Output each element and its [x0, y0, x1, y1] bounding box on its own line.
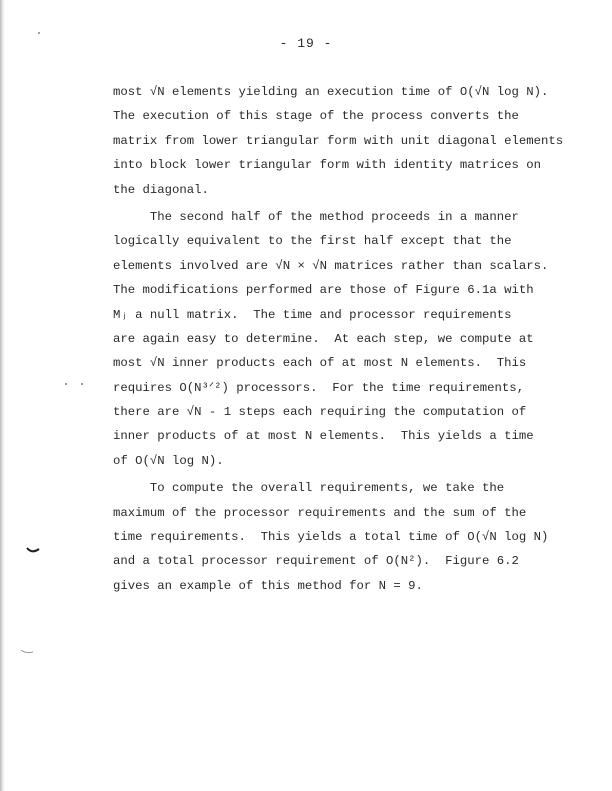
paragraph [113, 205, 573, 473]
page-number: - 19 - [279, 36, 333, 51]
text-line: time requirements. This yields a total time of O(√N log N) [113, 530, 549, 545]
text-line: gives an example of this method for N = 9. [113, 578, 423, 593]
text-line: maximum of the processor requirements and the sum of the [113, 505, 527, 520]
margin-mark [26, 546, 40, 556]
text-line: requires O(N³ᐟ²) processors. For the time requirements, [113, 380, 525, 395]
text-line: matrix from lower triangular form with unit diagonal elements [113, 133, 564, 148]
text-line: the diagonal. [113, 182, 209, 197]
text-line: To compute the overall requirements, we take the [113, 481, 505, 496]
text-line: most √N inner products each of at most N elements. This [113, 356, 527, 371]
margin-mark [20, 648, 34, 656]
text-line: into block lower triangular form with identity matrices on [113, 158, 542, 173]
paragraph [113, 80, 573, 202]
text-line: logically equivalent to the first half except that the [113, 234, 512, 249]
text-line: The modifications performed are those of Figure 6.1a with [113, 283, 534, 298]
text-line: The execution of this stage of the process converts the [113, 109, 519, 124]
text-line: are again easy to determine. At each step, we compute at [113, 331, 534, 346]
text-line: most √N elements yielding an execution time of O(√N log N). [113, 85, 549, 99]
text-line: Mⱼ a null matrix. The time and processor requirements [113, 307, 512, 322]
margin-dots [64, 381, 86, 387]
text-line: and a total processor requirement of O(N²). Figure 6.2 [113, 554, 519, 569]
body-text [113, 80, 573, 598]
paragraph [113, 476, 573, 598]
text-line: there are √N - 1 steps each requiring the computation of [113, 405, 527, 420]
text-line: inner products of at most N elements. This yields a time [113, 429, 534, 444]
text-line: The second half of the method proceeds in a manner [113, 209, 519, 224]
scan-left-edge [0, 0, 5, 791]
text-line: of O(√N log N). [113, 453, 224, 468]
text-line: elements involved are √N × √N matrices rather than scalars. [113, 258, 549, 273]
